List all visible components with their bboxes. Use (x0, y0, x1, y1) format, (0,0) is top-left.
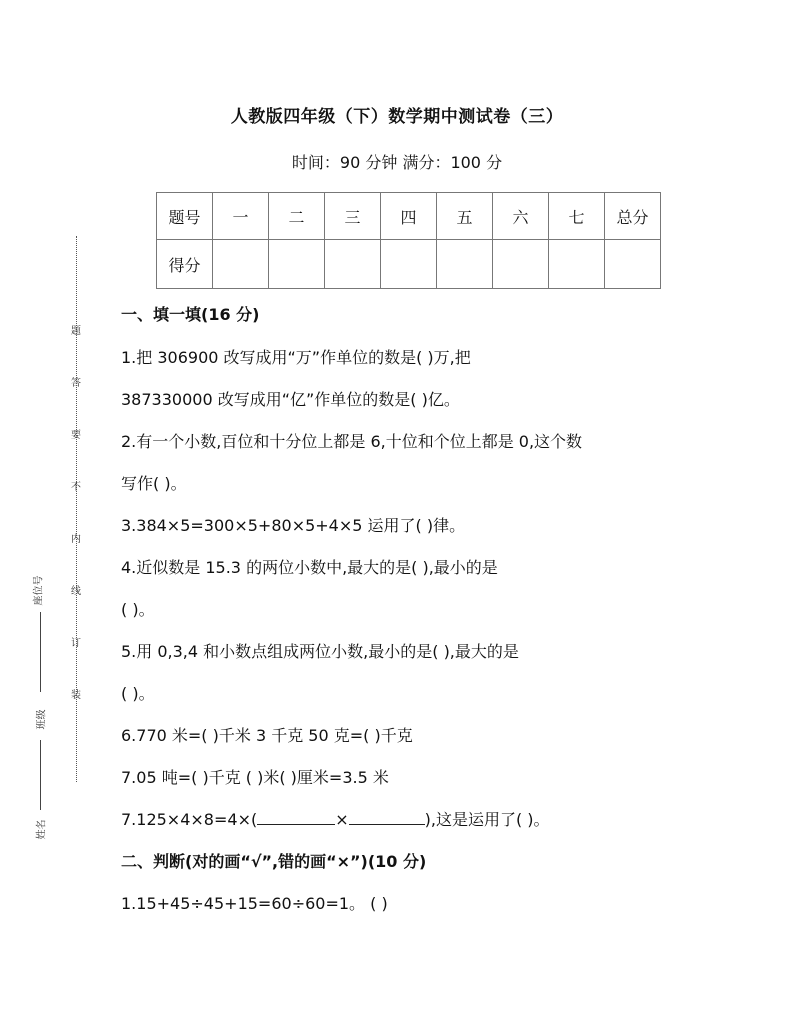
score-cell-header: 七 (549, 193, 605, 240)
binding-char: 答 (71, 378, 81, 389)
score-cell-header: 六 (493, 193, 549, 240)
question-4-line-2: ( )。 (121, 600, 155, 619)
question-6: 6.770 米=( )千米 3 千克 50 克=( )千克 (121, 726, 413, 745)
question-8-prefix: 7.125×4×8=4×( (121, 810, 258, 829)
question-5-line-2: ( )。 (121, 684, 155, 703)
score-cell-empty[interactable] (381, 240, 437, 289)
binding-char: 装 (71, 690, 81, 701)
binding-char: 订 (71, 638, 81, 649)
score-cell-empty[interactable] (437, 240, 493, 289)
question-5-line-1: 5.用 0,3,4 和小数点组成两位小数,最小的是( ),最大的是 (121, 642, 519, 661)
section-2-title: 二、判断(对的画“√”,错的画“×”)(10 分) (121, 852, 427, 871)
binding-char: 要 (71, 430, 81, 441)
question-7: 7.05 吨=( )千克 ( )米( )厘米=3.5 米 (121, 768, 389, 787)
score-cell-empty[interactable] (605, 240, 661, 289)
question-3: 3.384×5=300×5+80×5+4×5 运用了( )律。 (121, 516, 466, 535)
seat-number-label: 座位号 (33, 575, 45, 606)
score-cell-empty[interactable] (549, 240, 605, 289)
binding-char: 内 (71, 534, 81, 545)
class-blank[interactable] (40, 740, 41, 810)
question-8-times: × (335, 810, 349, 829)
score-cell-header: 三 (325, 193, 381, 240)
score-cell-header: 四 (381, 193, 437, 240)
answer-blank[interactable] (349, 810, 425, 825)
exam-subtitle: 时间：90 分钟 满分：100 分 (291, 153, 503, 172)
judge-question-1: 1.15+45÷45+15=60÷60=1。 ( ) (121, 894, 388, 913)
seat-number-blank[interactable] (40, 612, 41, 692)
score-cell-header: 题号 (157, 193, 213, 240)
score-cell-header: 总分 (605, 193, 661, 240)
question-4-line-1: 4.近似数是 15.3 的两位小数中,最大的是( ),最小的是 (121, 558, 498, 577)
question-2-line-2: 写作( )。 (121, 474, 187, 493)
question-1-line-2: 387330000 改写成用“亿”作单位的数是( )亿。 (121, 390, 460, 409)
name-label: 姓名 (36, 819, 48, 840)
score-table-header-row (157, 193, 661, 240)
score-cell-empty[interactable] (493, 240, 549, 289)
score-cell-header: 二 (269, 193, 325, 240)
score-table-score-row (157, 240, 661, 289)
binding-char: 题 (71, 326, 81, 337)
score-row-label: 得分 (157, 240, 213, 289)
class-label: 班级 (36, 709, 48, 730)
binding-char: 不 (71, 482, 81, 493)
score-table (156, 192, 661, 289)
question-1-line-1: 1.把 306900 改写成用“万”作单位的数是( )万,把 (121, 348, 471, 367)
score-cell-empty[interactable] (269, 240, 325, 289)
binding-char: 线 (71, 586, 81, 597)
answer-blank[interactable] (257, 810, 335, 825)
question-2-line-1: 2.有一个小数,百位和十分位上都是 6,十位和个位上都是 0,这个数 (121, 432, 583, 451)
section-1-title: 一、填一填(16 分) (121, 305, 260, 324)
score-cell-header: 五 (437, 193, 493, 240)
question-8 (121, 807, 550, 830)
score-cell-header: 一 (213, 193, 269, 240)
score-cell-empty[interactable] (325, 240, 381, 289)
exam-title: 人教版四年级（下）数学期中测试卷（三） (230, 107, 564, 127)
question-8-suffix: ),这是运用了( )。 (424, 810, 550, 829)
score-cell-empty[interactable] (213, 240, 269, 289)
